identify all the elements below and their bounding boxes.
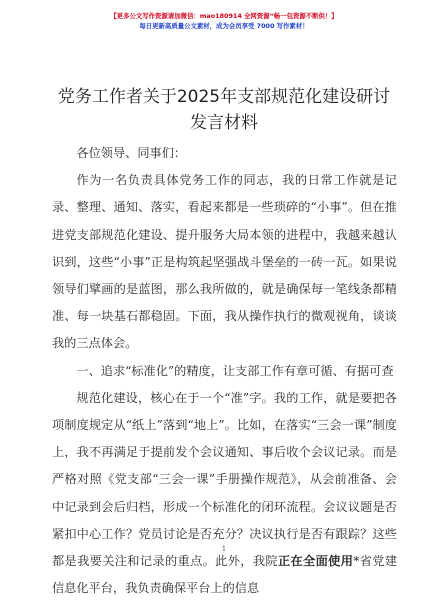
paragraph-standardization: [52, 385, 397, 602]
paragraph-text-continued: *省党建信息化平台，我负责确保平台上的信息: [52, 554, 398, 596]
paragraph-intro: 作为一名负责具体党务工作的同志，我的日常工作就是记录、整理、通知、落实，看起来都是一些琐碎的“小事”。但在推进党支部规范化建设、提升服务大局本领的进程中，我越来越认识到，这些“小事”正是构筑起坚强战斗堡垒的一砖一瓦。如果说领导们擘画的是蓝图，那么我所做的，就是确保每一笔线条都精准、每一块基石都稳固。下面，我从操作执行的微观视角，谈谈我的三点体会。: [52, 173, 397, 351]
section-heading-1: 一、追求“标准化”的精度，让支部工作有章可循、有据可查: [76, 363, 394, 378]
document-title: 党务工作者关于2025年支部规范化建设研讨发言材料: [57, 87, 391, 133]
salutation: 各位领导、同事们：: [76, 146, 187, 160]
document-body: [52, 140, 397, 602]
paragraph-text: 规范化建设，核心在于一个“准”字。我的工作，就是要把各项制度规定从“纸上”落到“地上”。比如，在落实“三会一课”制度上，我不再满足于提前发个会议通知、事后收个会议记录。而是严格对照《党支部“三会一课”手册操作规范》，从会前准备、会中记录到会后归档，形成一个标准化的闭环流程。会议议题是否紧扣中心工作？党员讨论是否充分？决议执行是否有跟踪？这些都是我要关注和记录的重点。此外，我院: [52, 390, 397, 569]
page-number: 1: [221, 545, 227, 553]
paragraph-bold-text: 正在全面使用: [277, 554, 354, 569]
promo-banner-line-2: 每日更新高质量公文素材，成为会员享受 7000 写作素材！: [139, 22, 309, 30]
promo-banner-line-1: 【更多公文写作资源请加微信：mao180914 全网资源“畅一包资源不断供！】: [110, 12, 338, 20]
